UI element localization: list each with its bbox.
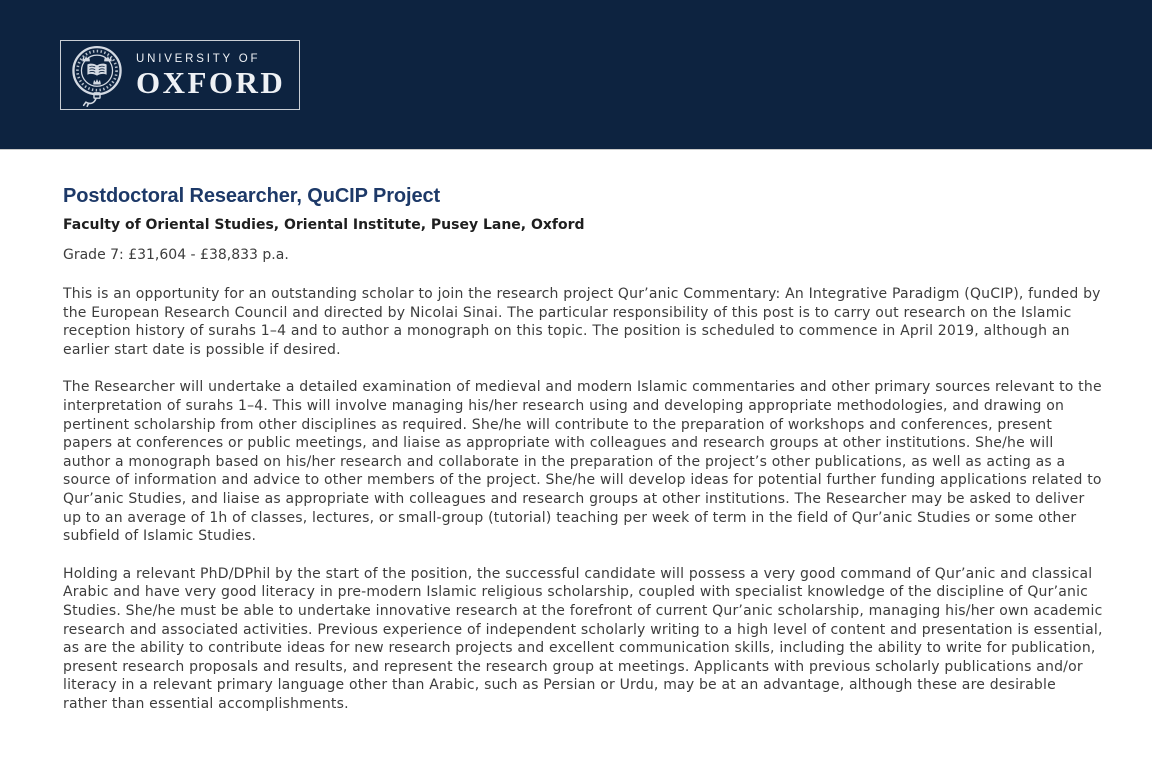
logo-university-of: UNIVERSITY OF (136, 52, 261, 65)
oxford-crest-icon (70, 44, 124, 108)
logo-oxford: OXFORD (136, 64, 286, 100)
job-title: Postdoctoral Researcher, QuCIP Project (63, 185, 441, 207)
job-grade: Grade 7: £31,604 - £38,833 p.a. (63, 247, 289, 263)
job-department: Faculty of Oriental Studies, Oriental Institute, Pusey Lane, Oxford (63, 217, 585, 233)
job-paragraph-overview: This is an opportunity for an outstanding scholar to join the research project Qur’anic Commentary: An Integrative Paradigm (QuCIP), funded by the European Research Council and directed by Nicolai Sinai. The particular responsibility of this post is to carry out research on the Islamic reception history of surahs 1–4 and to author a monograph on this topic. The position is scheduled to commence in April 2019, although an earlier start date is possible if desired. (63, 286, 1101, 358)
job-paragraph-requirements: Holding a relevant PhD/DPhil by the start of the position, the successful candidate will possess a very good command of Qur’anic and classical Arabic and have very good literacy in pre-modern Islamic religious scholarship, coupled with specialist knowledge of the discipline of Qur’anic Studies. She/he must be able to undertake innovative research at the forefront of current Qur’anic scholarship, managing his/her own academic research and associated activities. Previous experience of independent scholarly writing to a high level of content and presentation is essential, as are the ability to contribute ideas for new research projects and excellent communication skills, including the ability to write for publication, present research proposals and results, and represent the research group at meetings. Applicants with previous scholarly publications and/or literacy in a relevant primary language other than Arabic, such as Persian or Urdu, may be at an advantage, although these are desirable rather than essential accomplishments. (63, 565, 1103, 712)
oxford-logo[interactable] (60, 40, 300, 110)
page-header (0, 0, 1152, 150)
logo-text (136, 53, 285, 98)
job-posting (0, 150, 1152, 713)
job-paragraph-duties: The Researcher will undertake a detailed examination of medieval and modern Islamic commentaries and other primary sources relevant to the interpretation of surahs 1–4. This will involve managing his/her research using and developing appropriate methodologies, and drawing on pertinent scholarship from other disciplines as required. She/he will contribute to the preparation of workshops and conferences, present papers at conferences or public meetings, and liaise as appropriate with colleagues and research groups at other institutions. She/he will author a monograph based on his/her research and collaborate in the preparation of the project’s other publications, as well as acting as a source of information and advice to other members of the project. She/he will develop ideas for potential further funding applications related to Qur’anic Studies, and liaise as appropriate with colleagues and research groups at other institutions. The Researcher may be asked to deliver up to an average of 1h of classes, lectures, or small-group (tutorial) teaching per week of term in the field of Qur’anic Studies or some other subfield of Islamic Studies. (63, 379, 1102, 545)
